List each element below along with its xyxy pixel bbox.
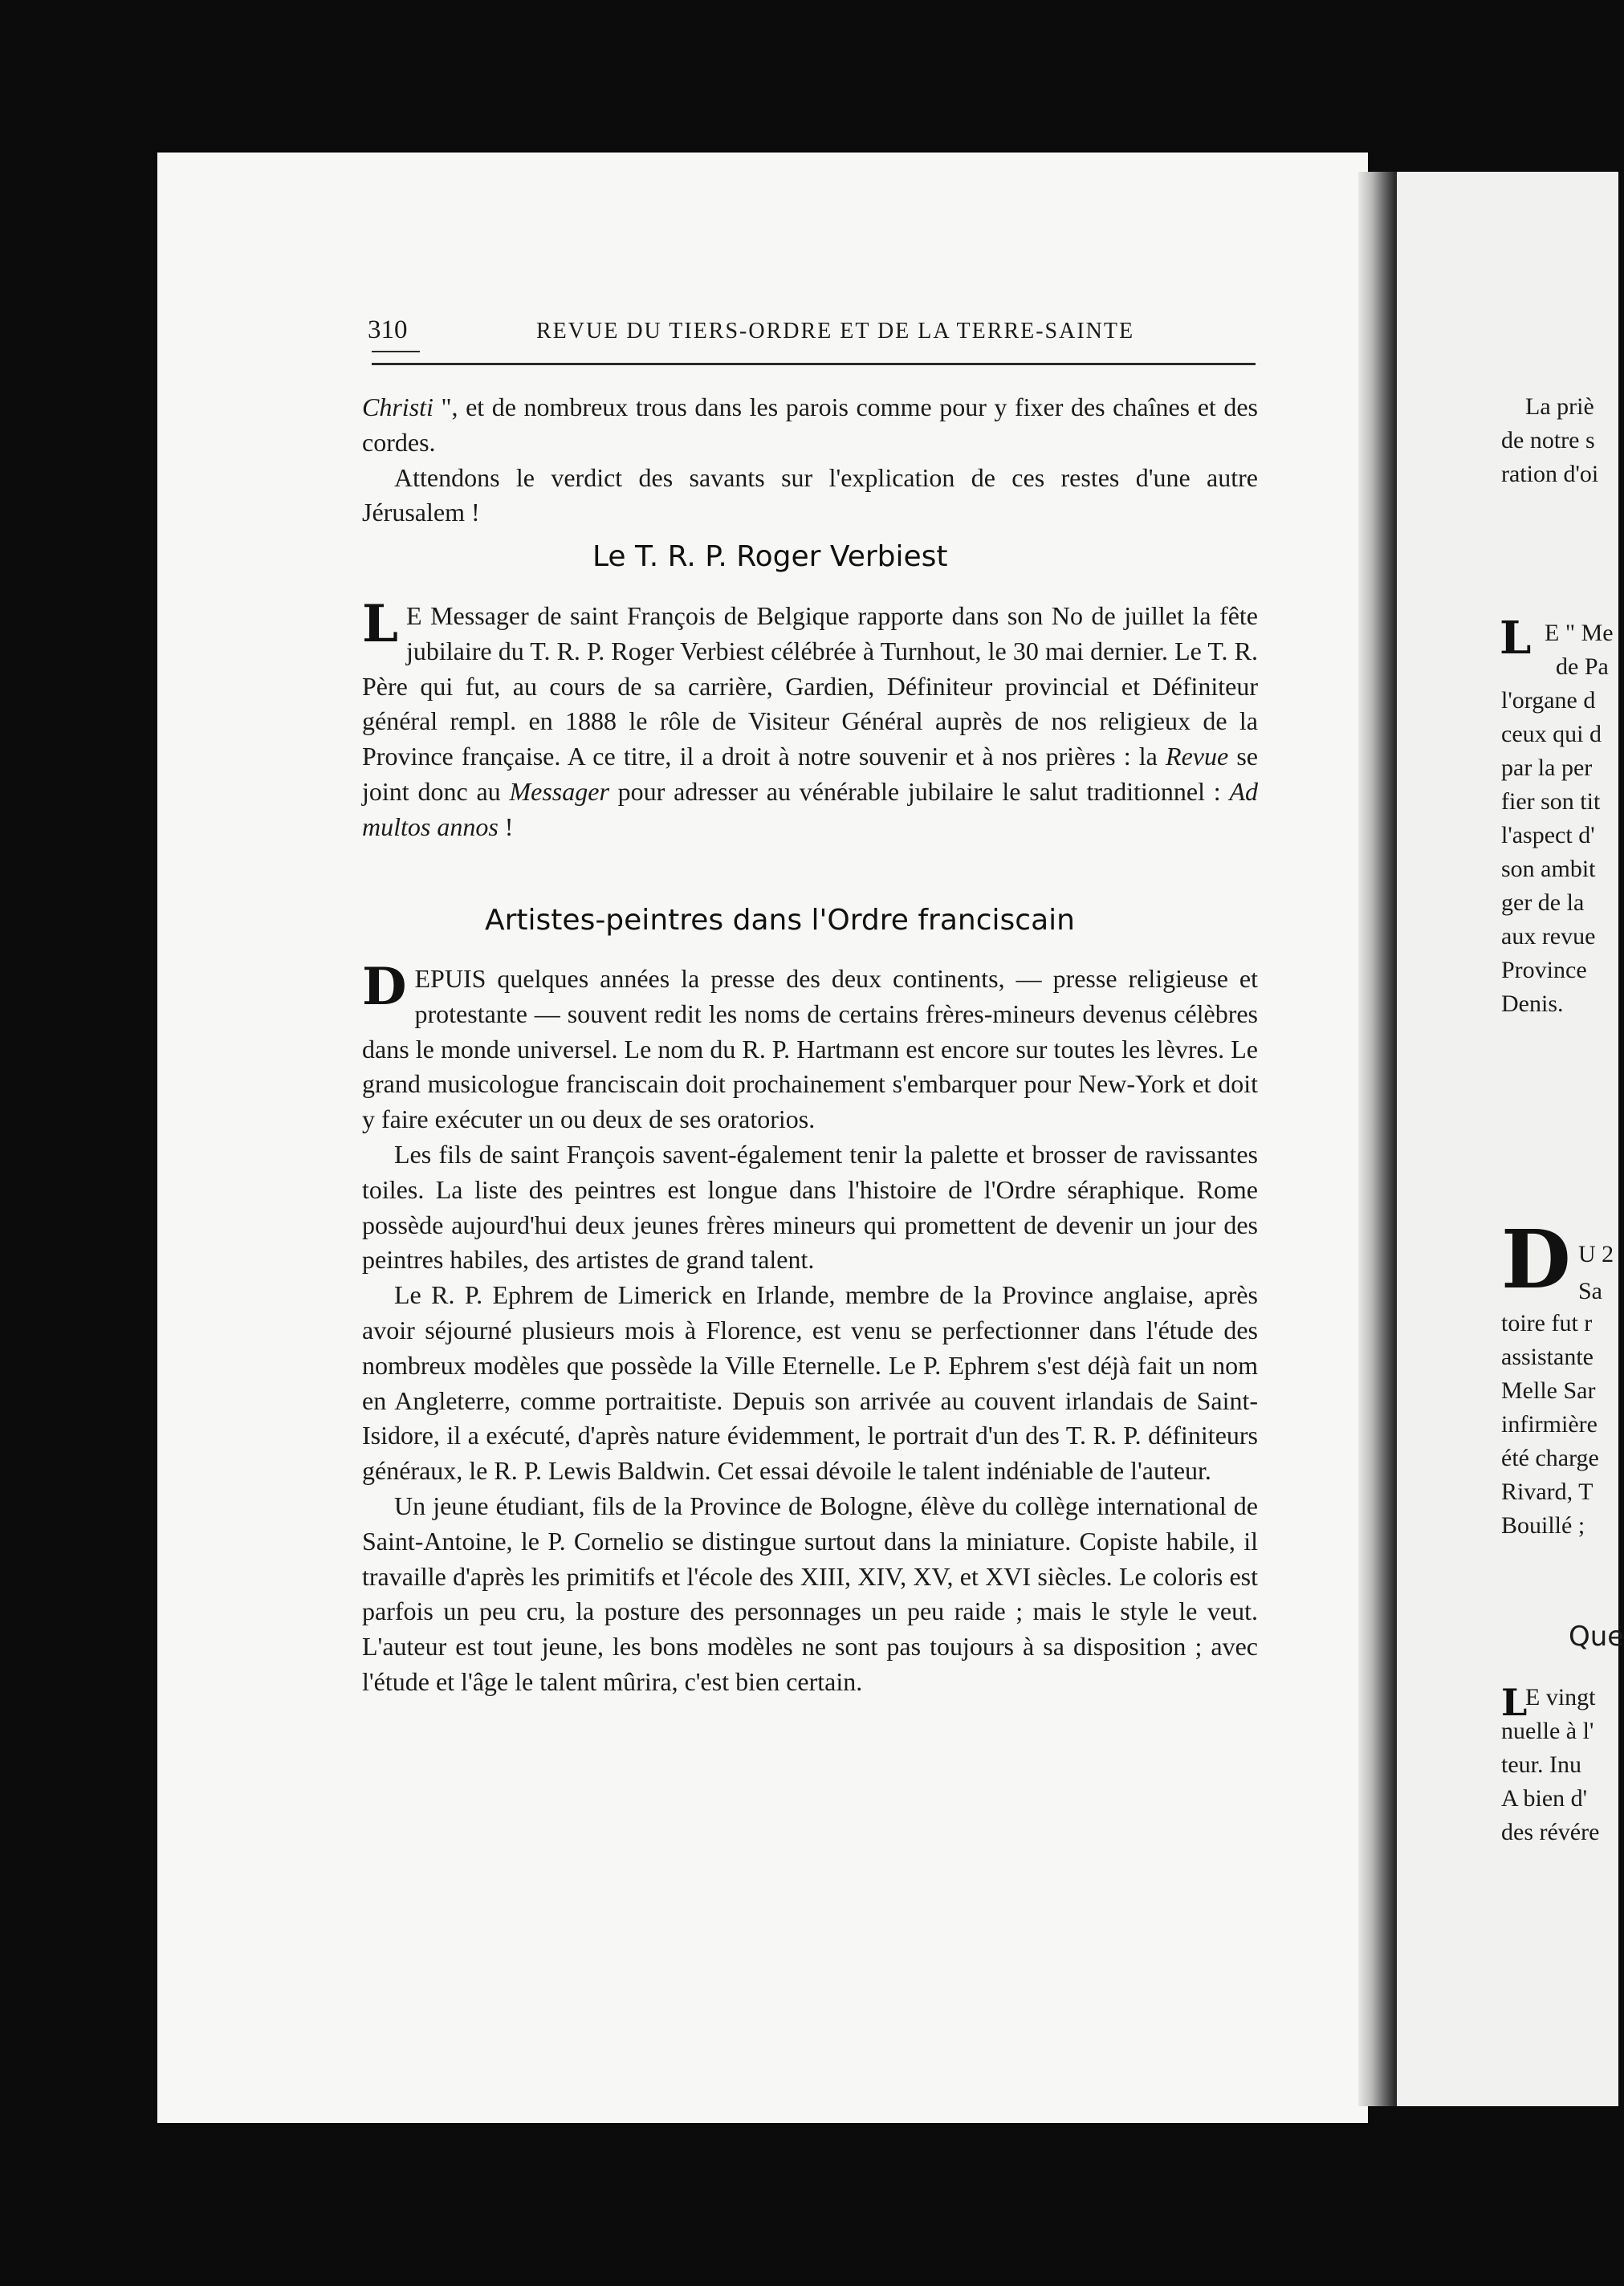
italic-term: Revue [1166, 742, 1229, 771]
intro-paragraph-1 [362, 390, 1258, 461]
right-page-line: par la per [1501, 755, 1593, 781]
right-page-line: ration d'oi [1501, 461, 1599, 487]
right-page-line: La priè [1525, 393, 1594, 420]
right-page-line: E vingt [1525, 1684, 1596, 1710]
right-page-line: assistante [1501, 1344, 1593, 1370]
right-page-line: Melle Sar [1501, 1377, 1596, 1404]
section-heading-verbiest: Le T. R. P. Roger Verbiest [592, 540, 948, 573]
right-page-line: ceux qui d [1501, 721, 1602, 747]
right-page-line: infirmière [1501, 1411, 1598, 1438]
section-heading-artistes: Artistes-peintres dans l'Ordre franciscain [485, 904, 1075, 937]
book-gutter [1358, 172, 1397, 2106]
italic-term: Messager [509, 776, 609, 806]
right-page-line: Rivard, T [1501, 1479, 1593, 1505]
right-page-line: teur. Inu [1501, 1751, 1581, 1778]
running-title: REVUE DU TIERS-ORDRE ET DE LA TERRE-SAINTE [536, 319, 1135, 344]
intro-italic-word: Christi [362, 393, 433, 421]
right-page-line: de notre s [1501, 427, 1595, 454]
right-page-line: de Pa [1556, 653, 1609, 680]
artistes-paragraph-3: Le R. P. Ephrem de Limerick en Irlande, membre de la Province anglaise, après avoir séjourné plusieurs mois à Florence, est venu se perfectionner dans l'étude des nombreux modèles que possède la Ville Eternelle. Le P. Ephrem s'est déjà fait un nom en Angleterre, comme portraitiste. Depuis son arrivée au couvent irlandais de Saint-Isidore, il a exécuté, d'après nature évidemment, le portrait d'un des T. R. P. définiteurs généraux, le R. P. Lewis Baldwin. Cet essai dévoile le talent indéniable de l'auteur. [362, 1280, 1258, 1486]
right-page-line: Sa [1578, 1278, 1602, 1304]
verbiest-lead: E [406, 601, 422, 630]
right-page-line: A bien d' [1501, 1785, 1588, 1812]
right-drop-cap-l: L [1500, 612, 1532, 665]
right-page [1397, 172, 1624, 2106]
intro-paragraph-2: Attendons le verdict des savants sur l'explication de ces restes d'une autre Jérusalem ! [362, 462, 1258, 527]
drop-cap-l: L [362, 594, 398, 654]
verbiest-paragraph [362, 594, 1259, 845]
right-page-line: ger de la [1501, 889, 1585, 916]
right-page-line: fier son tit [1501, 788, 1601, 815]
right-page-line: l'aspect d' [1501, 822, 1595, 848]
verbiest-body: Messager de saint François de Belgique rapporte dans son No de juillet la fête jubilaire du T. R. P. Roger Verbiest célébrée à Turnhout, le 30 mai dernier. Le T. R. Père qui fut, au cours de sa carrière, Gardien, Définiteur provincial et Définiteur général rempl. en 1888 le rôle de Visiteur Général auprès de nos religieux de la Province française. A ce titre, il a droit à notre souvenir et à nos prières : la Revue se joint donc au Messager pour adresser au vénérable jubilaire le salut traditionnel : Ad multos annos ! [362, 601, 1259, 841]
right-page-line: aux revue [1501, 923, 1596, 950]
intro-text [362, 390, 1258, 531]
artistes-paragraph-1-text: quelques années la presse des deux continents, — presse religieuse et protestante — souvent redit les noms de certains frères-mineurs devenus célèbres dans le monde universel. Le nom du R. P. Hartmann est encore sur toutes les lèvres. Le grand musicologue franciscain doit prochainement s'embarquer pour New-York et doit y faire exécuter un ou deux de ses oratorios. [362, 964, 1258, 1134]
right-page-line: toire fut r [1501, 1310, 1593, 1336]
drop-cap-d: D [362, 957, 407, 1017]
right-page-line: Bouillé ; [1501, 1512, 1585, 1539]
right-page-line: des révére [1501, 1819, 1600, 1845]
page-number: 310 [368, 315, 408, 344]
italic-term: Ad multos annos [362, 776, 1259, 841]
page-header [368, 314, 1259, 362]
right-drop-cap-l2: L [1501, 1681, 1528, 1724]
right-page-line: l'organe d [1501, 687, 1596, 714]
right-page-line: E " Me [1545, 620, 1614, 646]
artistes-paragraph-4: Un jeune étudiant, fils de la Province de Bologne, élève du collège international de Saint-Antoine, le P. Cornelio se distingue surtout dans la miniature. Copiste habile, il travaille d'après les primitifs et l'école des XIII, XIV, XV, et XVI siècles. Le coloris est parfois un peu cru, la posture des personnages un peu raide ; mais le style le veut. L'auteur est tout jeune, les bons modèles ne sont pas toujours à sa disposition ; avec l'étude et l'âge le talent mûrira, c'est bien certain. [362, 1491, 1258, 1696]
right-page-line: nuelle à l' [1501, 1718, 1594, 1744]
right-drop-cap-d: D [1501, 1212, 1571, 1307]
intro-paragraph-1-text: ", et de nombreux trous dans les parois comme pour y fixer des chaînes et des cordes. [362, 393, 1258, 457]
artistes-paragraph-1 [362, 957, 1258, 1137]
section-verbiest-text [362, 594, 1259, 845]
right-page-line: son ambit [1501, 856, 1596, 882]
right-page-line: été charge [1501, 1445, 1599, 1471]
right-page-line: Denis. [1501, 990, 1564, 1017]
section-artistes-text [362, 957, 1258, 1700]
artistes-lead: EPUIS [414, 964, 486, 993]
header-rule-short [372, 351, 420, 352]
right-page-line: Province [1501, 957, 1587, 983]
right-page-line: U 2 [1578, 1241, 1614, 1267]
right-page-heading: Que [1569, 1621, 1624, 1653]
header-rule [372, 363, 1256, 365]
artistes-paragraph-2: Les fils de saint François savent-également tenir la palette et brosser de ravissantes toiles. La liste des peintres est longue dans l'histoire de l'Ordre séraphique. Rome possède aujourd'hui deux jeunes frères mineurs qui promettent de devenir un jour des peintres habiles, des artistes de grand talent. [362, 1139, 1258, 1275]
